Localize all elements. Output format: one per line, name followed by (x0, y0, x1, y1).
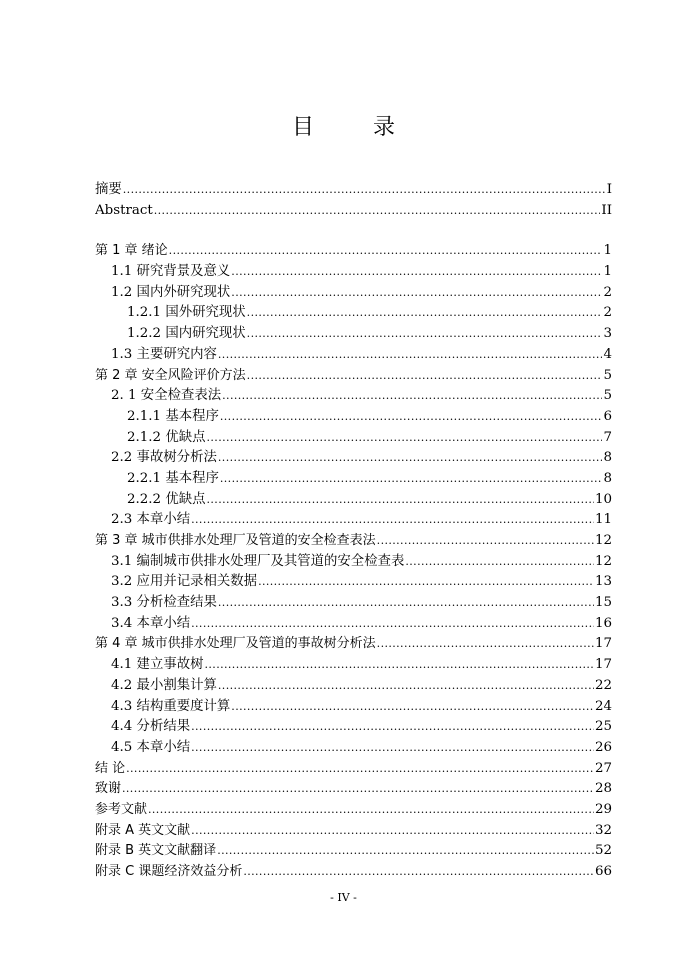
toc-entry-page-number: 15 (594, 595, 612, 611)
toc-entry[interactable] (95, 634, 612, 655)
toc-entry[interactable] (95, 676, 612, 697)
toc-entry-page-number: 3 (603, 326, 612, 342)
toc-entry-title: 3.4 本章小结 (111, 615, 191, 631)
toc-dot-leader (169, 241, 603, 262)
toc-entry[interactable] (95, 821, 612, 842)
toc-entry[interactable] (95, 572, 612, 593)
toc-dot-leader (377, 531, 594, 552)
toc-dot-leader (122, 779, 594, 800)
toc-dot-leader (191, 510, 594, 531)
page-title: 目 录 (292, 115, 421, 140)
toc-entry-title: 第 2 章 安全风险评价方法 (95, 367, 246, 383)
toc-entry-page-number: 8 (603, 450, 612, 466)
toc-entry-page-number: 12 (594, 533, 612, 548)
toc-entry-page-number: 5 (603, 388, 612, 404)
toc-entry-page-number: 1 (603, 264, 612, 280)
toc-entry[interactable] (95, 386, 612, 407)
toc-entry-page-number: 11 (594, 512, 612, 528)
toc-dot-leader (247, 324, 603, 345)
toc-entry-title: 附录 A 英文文献 (95, 822, 191, 838)
toc-entry[interactable] (95, 862, 612, 883)
toc-entry-title: 2.1.2 优缺点 (127, 429, 206, 445)
toc-entry-page-number: 22 (594, 677, 612, 693)
toc-entry[interactable] (95, 407, 612, 428)
toc-entry-page-number: 7 (603, 429, 612, 445)
toc-entry-title: 附录 C 课题经济效益分析 (95, 864, 243, 879)
toc-dot-leader (207, 428, 603, 449)
toc-dot-leader (247, 366, 603, 387)
toc-entry[interactable] (95, 490, 612, 511)
toc-entry-page-number: 12 (594, 553, 612, 569)
toc-entry-page-number: 29 (594, 801, 612, 817)
toc-entry-title: 第 1 章 绪论 (95, 243, 168, 259)
page-number-footer: - IV - (330, 891, 357, 904)
toc-entry-page-number: 27 (594, 760, 612, 776)
toc-entry-page-number: 28 (594, 781, 612, 797)
toc-entry-title: 4.2 最小割集计算 (111, 677, 217, 693)
toc-entry[interactable] (95, 241, 612, 262)
toc-entry-title: 4.4 分析结果 (111, 719, 191, 735)
toc-entry-title: 致谢 (95, 781, 122, 797)
toc-entry-page-number: 17 (594, 657, 612, 673)
toc-entry-page-number: 26 (594, 739, 612, 755)
toc-entry[interactable] (95, 262, 612, 283)
table-of-contents (95, 180, 612, 883)
toc-entry[interactable] (95, 366, 612, 387)
toc-entry[interactable] (95, 593, 612, 614)
toc-entry-page-number: 2 (603, 305, 612, 321)
toc-entry-title: 1.3 主要研究内容 (111, 346, 217, 362)
toc-entry-page-number: 32 (594, 822, 612, 838)
toc-entry-page-number: 8 (603, 470, 612, 486)
toc-dot-leader (405, 552, 594, 573)
toc-entry[interactable] (95, 841, 612, 862)
toc-dot-leader (247, 303, 603, 324)
toc-entry[interactable] (95, 510, 612, 531)
toc-dot-leader (218, 676, 594, 697)
toc-entry[interactable] (95, 759, 612, 780)
toc-dot-leader (123, 180, 606, 201)
toc-entry-title: 4.1 建立事故树 (111, 657, 204, 673)
toc-entry[interactable] (95, 180, 612, 201)
toc-dot-leader (222, 386, 602, 407)
toc-entry-title: 1.2.2 国内研究现状 (127, 326, 246, 342)
toc-entry-title: 摘要 (95, 182, 122, 197)
toc-entry[interactable] (95, 448, 612, 469)
toc-entry[interactable] (95, 655, 612, 676)
toc-entry-title: 2.2.1 基本程序 (127, 470, 219, 486)
toc-dot-leader (154, 201, 601, 222)
toc-entry-title: 4.5 本章小结 (111, 739, 191, 755)
toc-entry-title: 2.3 本章小结 (111, 512, 191, 528)
toc-entry-page-number: 1 (603, 243, 612, 259)
toc-entry-page-number: 24 (594, 698, 612, 714)
toc-dot-leader (231, 262, 602, 283)
toc-entry-page-number: 2 (603, 284, 612, 300)
toc-dot-leader (207, 490, 594, 511)
toc-entry-title: 2.2 事故树分析法 (111, 450, 217, 466)
toc-dot-leader (191, 614, 594, 635)
toc-dot-leader (217, 841, 594, 862)
toc-dot-leader (148, 800, 594, 821)
toc-dot-leader (377, 634, 594, 655)
toc-entry[interactable] (95, 201, 612, 222)
toc-dot-leader (205, 655, 594, 676)
toc-entry[interactable] (95, 345, 612, 366)
toc-dot-leader (231, 697, 594, 718)
toc-entry-page-number: 10 (594, 491, 612, 507)
toc-entry-title: Abstract (95, 202, 153, 218)
toc-entry-title: 第 3 章 城市供排水处理厂及管道的安全检查表法 (95, 533, 376, 548)
toc-entry[interactable] (95, 428, 612, 449)
toc-entry-title: 4.3 结构重要度计算 (111, 698, 231, 714)
toc-dot-leader (191, 821, 594, 842)
toc-entry-page-number: 17 (594, 636, 612, 652)
toc-entry[interactable] (95, 697, 612, 718)
toc-entry-title: 参考文献 (95, 801, 148, 817)
toc-entry-title: 1.2 国内外研究现状 (111, 284, 231, 300)
toc-entry-title: 结 论 (95, 760, 126, 776)
toc-entry[interactable] (95, 779, 612, 800)
toc-entry-title: 1.1 研究背景及意义 (111, 264, 231, 280)
toc-dot-leader (220, 469, 603, 490)
toc-entry[interactable] (95, 717, 612, 738)
toc-entry[interactable] (95, 800, 612, 821)
toc-entry-page-number: 66 (594, 864, 612, 879)
toc-entry-title: 3.3 分析检查结果 (111, 595, 217, 611)
toc-dot-leader (231, 283, 602, 304)
toc-entry-title: 2. 1 安全检查表法 (111, 388, 222, 404)
toc-entry[interactable] (95, 552, 612, 573)
toc-entry-page-number: 5 (603, 367, 612, 383)
toc-entry-page-number: 25 (594, 719, 612, 735)
toc-entry[interactable] (95, 469, 612, 490)
toc-entry-page-number: 4 (603, 346, 612, 362)
toc-entry-title: 3.2 应用并记录相关数据 (111, 574, 258, 590)
toc-entry-title: 附录 B 英文文献翻译 (95, 843, 217, 859)
toc-dot-leader (220, 407, 603, 428)
toc-entry-title: 1.2.1 国外研究现状 (127, 305, 246, 321)
toc-dot-leader (191, 717, 594, 738)
toc-entry-title: 2.1.1 基本程序 (127, 408, 219, 424)
toc-entry-page-number: II (601, 202, 612, 218)
toc-entry[interactable] (95, 324, 612, 345)
toc-entry-page-number: 16 (594, 615, 612, 631)
toc-entry-title: 第 4 章 城市供排水处理厂及管道的事故树分析法 (95, 636, 376, 652)
toc-dot-leader (191, 738, 594, 759)
toc-entry-page-number: 52 (594, 843, 612, 859)
toc-entry-page-number: 13 (594, 574, 612, 590)
toc-entry[interactable] (95, 531, 612, 552)
toc-dot-leader (258, 572, 594, 593)
toc-entry-page-number: I (606, 182, 612, 197)
toc-dot-leader (243, 862, 594, 883)
toc-entry[interactable] (95, 283, 612, 304)
toc-dot-leader (126, 759, 594, 780)
toc-dot-leader (218, 345, 603, 366)
toc-entry-title: 2.2.2 优缺点 (127, 491, 206, 507)
toc-dot-leader (218, 593, 594, 614)
toc-entry[interactable] (95, 614, 612, 635)
toc-entry[interactable] (95, 303, 612, 324)
toc-entry[interactable] (95, 738, 612, 759)
toc-dot-leader (218, 448, 603, 469)
toc-entry-title: 3.1 编制城市供排水处理厂及其管道的安全检查表 (111, 553, 405, 569)
toc-entry-page-number: 6 (603, 408, 612, 424)
